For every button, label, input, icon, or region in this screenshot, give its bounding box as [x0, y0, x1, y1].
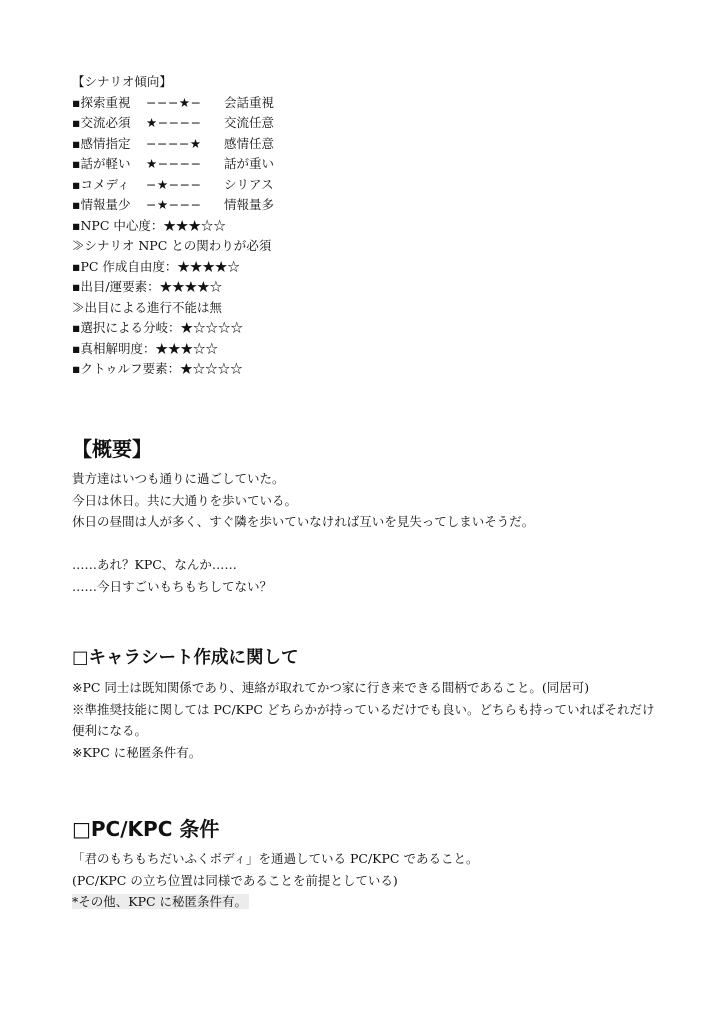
- scale-left-label: ▪話が軽い: [72, 156, 131, 171]
- scale-indicator: −★−−−: [146, 176, 202, 192]
- overview-line: 貴方達はいつも通りに過ごしていた。: [72, 471, 285, 486]
- conditions-highlighted-line: *その他、KPC に秘匿条件有。: [72, 894, 248, 909]
- tendency-scale-row: [72, 175, 662, 196]
- tendency-scale-row: [72, 154, 662, 175]
- overview-body: [72, 468, 662, 597]
- tendency-heading: 【シナリオ傾向】: [72, 74, 172, 89]
- overview-blank-line: [72, 533, 662, 555]
- overview-heading: 【概要】: [72, 437, 152, 461]
- tendency-scale-row: [72, 113, 662, 134]
- charasheet-line: ※準推奨技能に関しては PC/KPC どちらかが持っているだけでも良い。どちらも持っていればそれだけ便利になる。: [72, 701, 655, 738]
- scale-indicator: ★−−−−: [146, 115, 202, 130]
- overview-line: 今日は休日。共に大通りを歩いている。: [72, 492, 298, 508]
- rating-line: ▪出目/運要素：★★★★☆: [72, 279, 223, 294]
- scale-indicator: −★−−−: [146, 197, 202, 212]
- scale-right-label: 情報量多: [224, 197, 275, 212]
- scale-indicator: −−−−★: [146, 135, 202, 151]
- overview-line: 休日の昼間は人が多く、すぐ隣を歩いていなければ互いを見失ってしまいそうだ。: [72, 514, 535, 529]
- scale-right-label: 感情任意: [224, 135, 275, 151]
- conditions-heading: □PC/KPC 条件: [72, 817, 220, 841]
- scale-right-label: 話が重い: [224, 156, 275, 171]
- charasheet-line: ※PC 同士は既知関係であり、連絡が取れてかつ家に行き来できる間柄であること。(同居可): [72, 680, 590, 695]
- scale-left-label: ▪情報量少: [72, 197, 131, 212]
- scale-left-label: ▪コメディ: [72, 176, 130, 192]
- overview-line: ……今日すごいもちもちしてない？: [72, 578, 273, 594]
- rating-line: ▪クトゥルフ要素：★☆☆☆☆: [72, 361, 243, 376]
- charasheet-body: [72, 677, 662, 763]
- charasheet-line: ※KPC に秘匿条件有。: [72, 744, 202, 760]
- scale-right-label: シリアス: [224, 176, 274, 192]
- scenario-tendency: [72, 72, 662, 380]
- scale-right-label: 交流任意: [224, 115, 275, 130]
- tendency-scale-row: [72, 195, 662, 216]
- scale-left-label: ▪感情指定: [72, 135, 131, 151]
- conditions-body: [72, 848, 662, 913]
- tendency-scale-row: [72, 93, 662, 114]
- conditions-line: 「君のもちもちだいふくボディ」を通過している PC/KPC であること。: [72, 851, 479, 866]
- charasheet-heading: □キャラシート作成に関して: [72, 648, 299, 668]
- rating-line: ▪真相解明度：★★★☆☆: [72, 340, 218, 356]
- scale-right-label: 会話重視: [224, 94, 275, 110]
- rating-note: ≫出目による進行不能は無: [72, 299, 223, 315]
- scale-left-label: ▪探索重視: [72, 94, 131, 110]
- rating-note: ≫シナリオ NPC との関わりが必須: [72, 238, 272, 253]
- rating-line: ▪PC 作成自由度：★★★★☆: [72, 258, 240, 274]
- scale-left-label: ▪交流必須: [72, 115, 131, 130]
- conditions-line: (PC/KPC の立ち位置は同様であることを前提としている): [72, 872, 398, 888]
- rating-line: ▪NPC 中心度：★★★☆☆: [72, 217, 226, 233]
- scale-indicator: −−−★−: [146, 94, 202, 110]
- tendency-scale-row: [72, 134, 662, 155]
- overview-line: ……あれ？KPC、なんか……: [72, 557, 237, 572]
- scale-indicator: ★−−−−: [146, 156, 202, 171]
- document-page: [72, 72, 662, 909]
- rating-line: ▪選択による分岐：★☆☆☆☆: [72, 320, 243, 335]
